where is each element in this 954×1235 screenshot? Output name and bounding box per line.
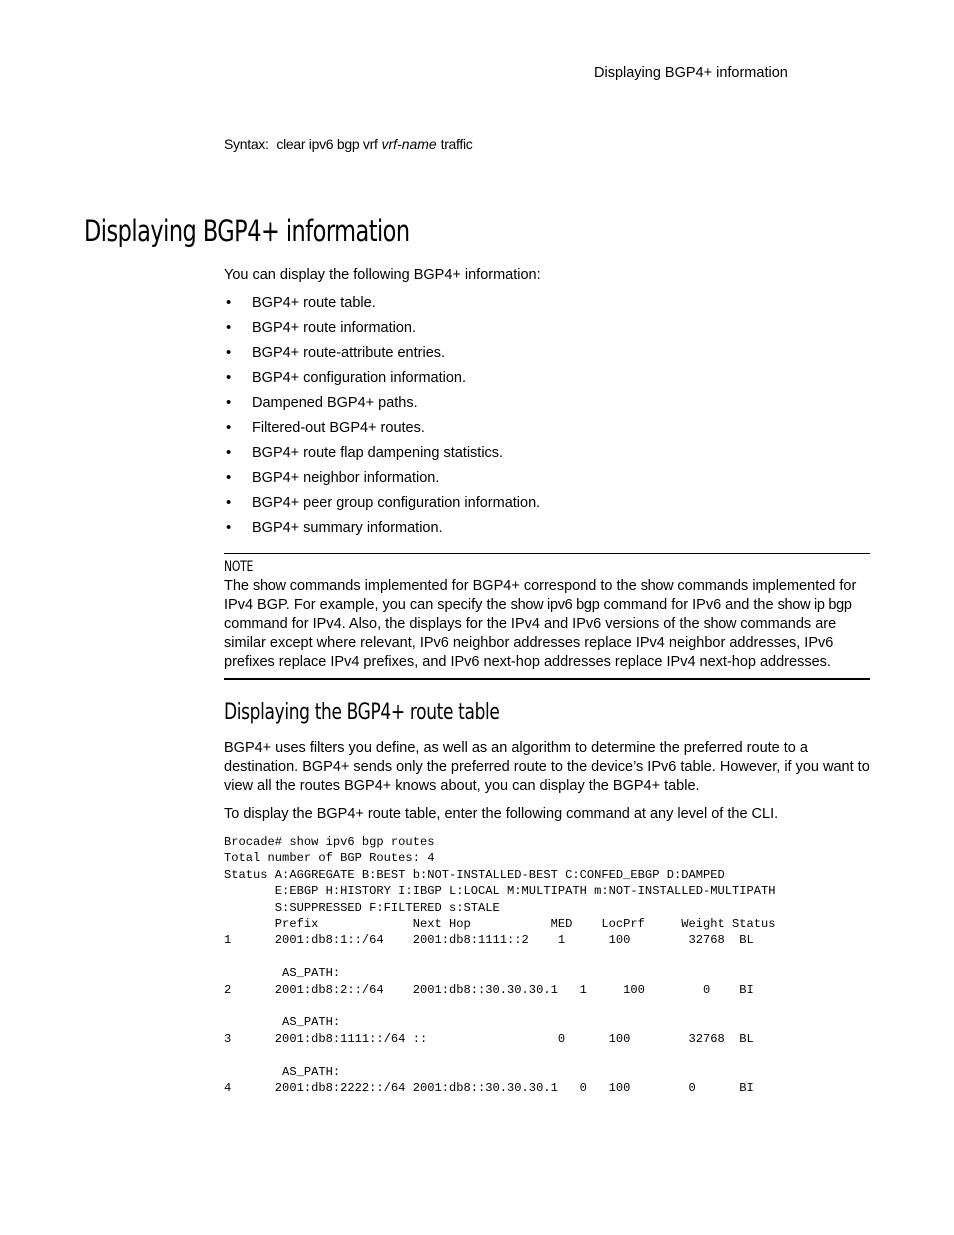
- note-keyword: show: [703, 616, 737, 632]
- running-head: Displaying BGP4+ information: [594, 65, 788, 81]
- note-keyword: show: [640, 578, 674, 594]
- syntax-tail: traffic: [440, 136, 473, 152]
- syntax-command: clear ipv6 bgp vrf: [276, 136, 378, 152]
- subsection-title: Displaying the BGP4+ route table: [224, 700, 500, 725]
- note-box: [224, 553, 870, 680]
- list-item: • BGP4+ route-attribute entries.: [224, 344, 540, 369]
- note-text: The show commands implemented for BGP4+ correspond to the show commands implemented for IPv4 BGP. For example, you can specify the show ipv6 bgp command for IPv6 and the show ip bgp command for IPv4. Also, the displays for the IPv4 and IPv6 versions of the show commands are similar except where relevant, IPv6 neighbor addresses replace IPv4 neighbor addresses, IPv6 prefixes replace IPv4 prefixes, and IPv6 next-hop addresses replace IPv4 next-hop addresses.: [224, 578, 857, 670]
- list-item: • BGP4+ configuration information.: [224, 369, 540, 394]
- section-title: Displaying BGP4+ information: [84, 214, 410, 248]
- syntax-label: Syntax:: [224, 136, 269, 152]
- route-table-instruction: To display the BGP4+ route table, enter the following command at any level of the CLI.: [224, 806, 779, 822]
- syntax-param: vrf-name: [381, 136, 437, 152]
- syntax-line: [224, 136, 472, 152]
- list-item: • BGP4+ route table.: [224, 294, 540, 319]
- list-item: • BGP4+ peer group configuration information.: [224, 494, 540, 519]
- info-bullet-list: [224, 294, 540, 544]
- note-label: NOTE: [224, 559, 254, 575]
- note-keyword: show: [253, 578, 286, 594]
- list-item: • BGP4+ neighbor information.: [224, 469, 540, 494]
- list-item: • BGP4+ route information.: [224, 319, 540, 344]
- route-table-description: BGP4+ uses filters you define, as well as an algorithm to determine the preferred route to a destination. BGP4+ sends only the preferred route to the device’s IPv6 table. However, if you want to view all the routes BGP4+ knows about, you can display the BGP4+ table.: [224, 740, 870, 794]
- list-item: • BGP4+ summary information.: [224, 519, 540, 544]
- note-keyword: show ip bgp: [777, 597, 852, 613]
- list-item: • Filtered-out BGP4+ routes.: [224, 419, 540, 444]
- note-keyword: show ipv6 bgp: [510, 597, 600, 613]
- intro-paragraph: You can display the following BGP4+ information:: [224, 267, 541, 283]
- list-item: • Dampened BGP4+ paths.: [224, 394, 540, 419]
- list-item: • BGP4+ route flap dampening statistics.: [224, 444, 540, 469]
- cli-output-block: Brocade# show ipv6 bgp routes Total number of BGP Routes: 4 Status A:AGGREGATE B:BEST b:NOT-INSTALLED-BEST C:CONFED_EBGP D:DAMPED E:EBGP H:HISTORY I:IBGP L:LOCAL M:MULTIPATH m:NOT-INSTALLED-MULTIPATH S:SUPPRESSED F:FILTERED s:STALE Prefix Next Hop MED LocPrf Weight Status 1 2001:db8:1::/64 2001:db8:1111::2 1 100 32768 BL AS_PATH: 2 2001:db8:2::/64 2001:db8::30.30.30.1 1 100 0 BI AS_PATH: 3 2001:db8:1111::/64 :: 0 100 32768 BL AS_PATH: 4 2001:db8:2222::/64 2001:db8::30.30.30.1 0 100 0 BI: [224, 835, 776, 1096]
